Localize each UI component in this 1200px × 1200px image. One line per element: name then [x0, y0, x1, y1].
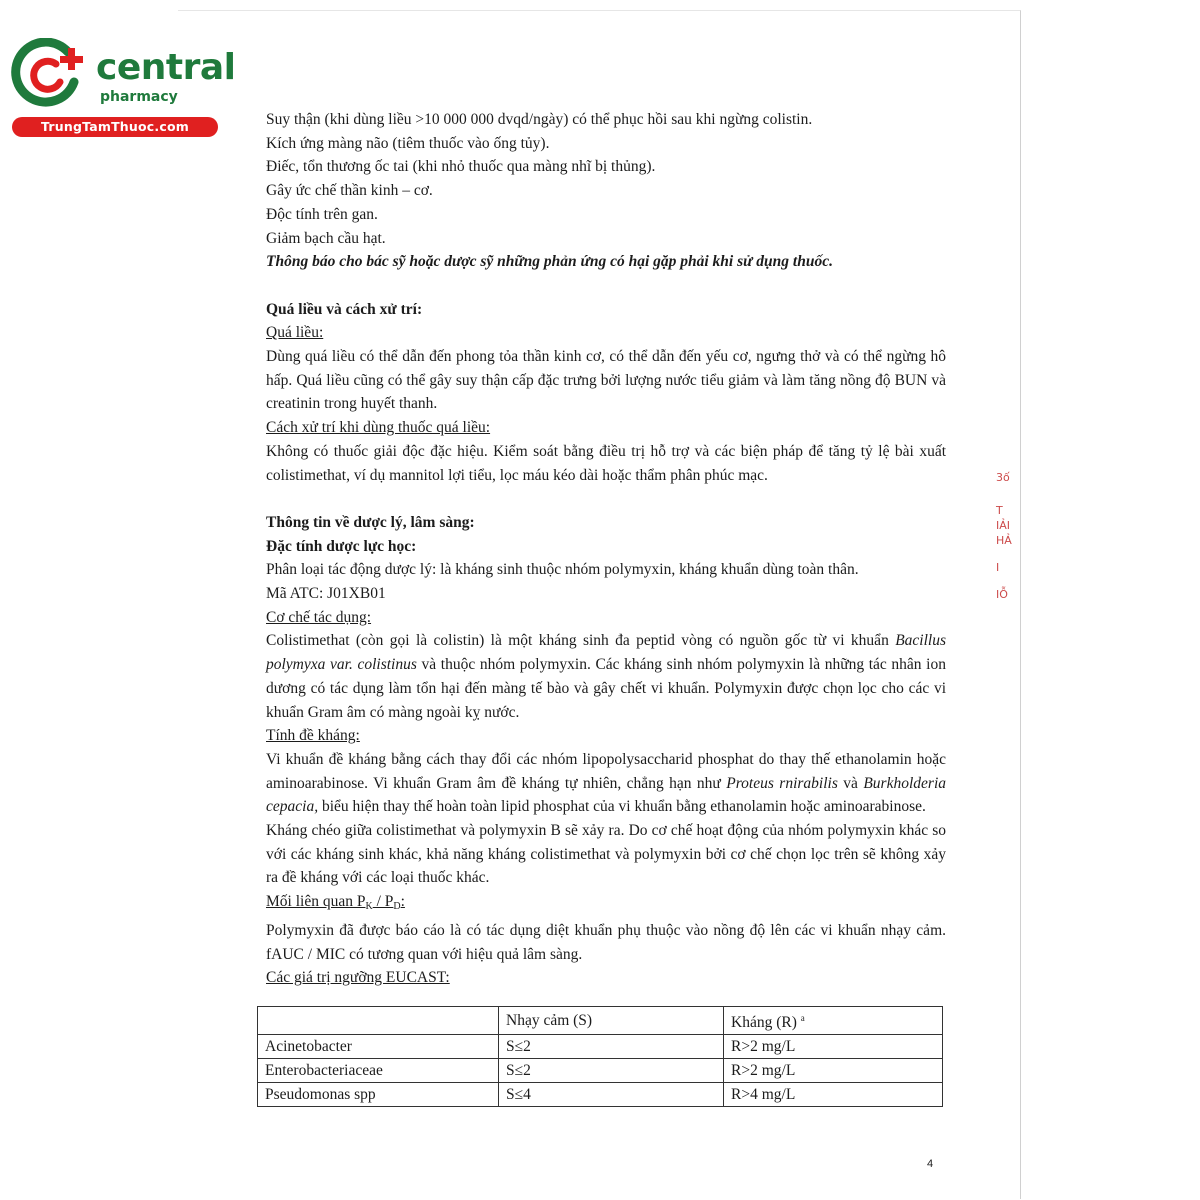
central-pharmacy-logo[interactable] [10, 38, 236, 138]
cross-resistance-paragraph: Kháng chéo giữa colistimethat và polymyxin B sẽ xảy ra. Do cơ chế hoạt động của nhóm polymyxin khác so với các kháng sinh khác, khả năng kháng colistimethat và polymyxin bởi cơ chế chọn lọc trên sẽ không xảy ra đề kháng với các loại thuốc khác. [266, 822, 946, 887]
table-row [258, 1083, 943, 1107]
atc-code: Mã ATC: J01XB01 [266, 585, 386, 603]
pharmacology-heading: Thông tin về dược lý, lâm sàng: [266, 513, 475, 531]
adverse-reaction-notice: Thông báo cho bác sỹ hoặc dược sỹ những phản ứng có hại gặp phải khi sử dụng thuốc. [266, 253, 833, 271]
table-row [258, 1059, 943, 1083]
species-name: Bacillus polymyxa var. colistinus [266, 632, 946, 674]
organism-cell: Acinetobacter [258, 1035, 499, 1059]
resistance-subheading: Tính đề kháng: [266, 727, 360, 745]
pharmacodynamics-heading: Đặc tính dược lực học: [266, 537, 417, 555]
overdose-treatment-paragraph: Không có thuốc giải độc đặc hiệu. Kiểm soát bằng điều trị hỗ trợ và các biện pháp để tăng tỷ lệ bài xuất colistimethat, ví dụ mannitol lợi tiểu, lọc máu kéo dài hoặc thẩm phân phúc mạc. [266, 442, 946, 484]
table-header-row [258, 1007, 943, 1035]
logo-tagline: pharmacy [100, 89, 178, 105]
header-cell: Kháng (R) $^a$ [724, 1007, 943, 1035]
side-effect-line: Suy thận (khi dùng liều >10 000 000 dvqd/ngày) có thể phục hồi sau khi ngừng colistin. [266, 111, 813, 128]
overdose-subheading: Quá liều: [266, 324, 324, 342]
logo-url[interactable]: TrungTamThuoc.com [12, 117, 218, 137]
red-stamp-fragment: 3ố T IẢI HẢ I IỖ [996, 471, 1012, 601]
resistant-cell: R>2 mg/L [724, 1035, 943, 1059]
susceptible-cell: S≤2 [499, 1035, 724, 1059]
resistant-cell: R>2 mg/L [724, 1059, 943, 1083]
pkpd-paragraph: Polymyxin đã được báo cáo là có tác dụng diệt khuẩn phụ thuộc vào nồng độ lên các vi khuẩn nhạy cảm. fAUC / MIC có tương quan với hiệu quả lâm sàng. [266, 921, 946, 963]
susceptible-cell: S≤2 [499, 1059, 724, 1083]
species-name: Burkholderia cepacia, [266, 774, 946, 816]
pkpd-subheading: Mối liên quan $P_K / P_D$: [266, 893, 405, 913]
side-effect-line: Gây ức chế thần kinh – cơ. [266, 182, 433, 200]
classification-line: Phân loại tác động dược lý: là kháng sinh thuộc nhóm polymyxin, kháng khuẩn dùng toàn thân. [266, 561, 859, 579]
resistant-cell: R>4 mg/L [724, 1083, 943, 1107]
side-effect-line: Kích ứng màng não (tiêm thuốc vào ống tủy). [266, 134, 550, 152]
side-effect-line: Độc tính trên gan. [266, 205, 378, 223]
page-number: 4 [927, 1158, 934, 1170]
mechanism-paragraph: Colistimethat (còn gọi là colistin) là một kháng sinh đa peptid vòng có nguồn gốc từ vi khuẩn Bacillus polymyxa var. colistinus và thuộc nhóm polymyxin. Các kháng sinh nhóm polymyxin là những tác nhân ion dương có tác dụng làm tổn hại đến màng tế bào và gây chết vi khuẩn. Polymyxin được chọn lọc cho các vi khuẩn Gram âm có màng ngoài kỵ nước. [266, 632, 946, 721]
table-row [258, 1035, 943, 1059]
organism-cell: Pseudomonas spp [258, 1083, 499, 1107]
logo-name: central [96, 47, 236, 88]
overdose-heading: Quá liều và cách xử trí: [266, 300, 423, 318]
organism-cell: Enterobacteriaceae [258, 1059, 499, 1083]
eucast-subheading: Các giá trị ngưỡng EUCAST: [266, 969, 450, 987]
header-cell: Nhạy cảm (S) [499, 1007, 724, 1035]
resistance-paragraph: Vi khuẩn đề kháng bằng cách thay đổi các nhóm lipopolysaccharid phosphat do thay thế ethanolamin hoặc aminoarabinose. Vi khuẩn Gram âm đề kháng tự nhiên, chẳng hạn như Proteus rnirabilis và Burkholderia cepacia, biểu hiện thay thế hoàn toàn lipid phosphat của vi khuẩn bằng ethanolamin hoặc aminoarabinose. [266, 750, 946, 816]
side-effect-line: Giảm bạch cầu hạt. [266, 229, 386, 247]
pharmacy-cross-icon [10, 38, 94, 110]
header-cell [258, 1007, 499, 1035]
mechanism-subheading: Cơ chế tác dụng: [266, 608, 372, 626]
document-body [266, 108, 946, 990]
side-effect-line: Điếc, tổn thương ốc tai (khi nhỏ thuốc qua màng nhĩ bị thủng). [266, 158, 656, 176]
overdose-paragraph: Dùng quá liều có thể dẫn đến phong tỏa thần kinh cơ, có thể dẫn đến yếu cơ, ngưng thở và có thể ngừng hô hấp. Quá liều cũng có thể gây suy thận cấp đặc trưng bởi lượng nước tiểu giảm và làm tăng nồng độ BUN và creatinin trong huyết thanh. [266, 348, 946, 413]
eucast-breakpoint-table [257, 1006, 943, 1107]
species-name: Proteus rnirabilis [726, 774, 838, 792]
overdose-treatment-subheading: Cách xử trí khi dùng thuốc quá liều: [266, 419, 491, 437]
susceptible-cell: S≤4 [499, 1083, 724, 1107]
